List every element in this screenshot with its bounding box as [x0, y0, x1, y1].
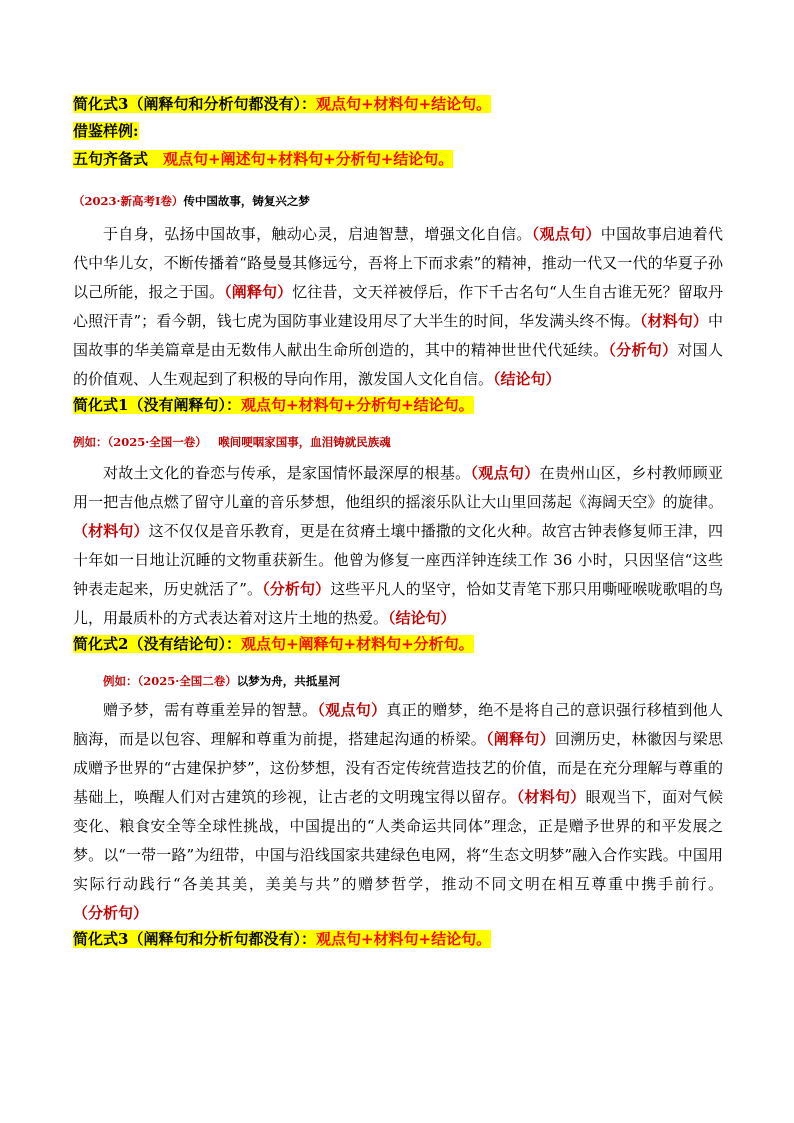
section-heading-simplified-1 [73, 394, 723, 416]
sentence: 回溯历史，林徽因与梁思成赠予世界的“古建保护梦”，这份梦想，没有否定传统营造技艺的价值，而是在充分理解与尊重的基础上，唤醒人们对古建筑的珍视，让古老的文明瑰宝得以留存。 [73, 730, 723, 806]
heading-number: 3 [118, 930, 129, 948]
heading-formula: 观点句+阐释句+材料句+分析句。 [240, 635, 474, 653]
sentence-tag: （阐释句） [224, 283, 293, 301]
example-lead: 例如： [103, 674, 138, 688]
sentence: 这不仅仅是音乐教育，更是在贫瘠土壤中播撒的文化火种。故宫古钟表修复师王津，四十年如一日地让沉睡的文物重获新生。他曾为修复一座西洋钟连续工作 36 小时，只因坚信“这些钟表走起来，历史就活了”。 [73, 522, 723, 598]
example-source: （2025·全国一卷） [107, 435, 207, 449]
section-heading-simplified-3-top [73, 93, 723, 115]
sentence-tag: （结论句） [388, 609, 456, 627]
highlight [73, 930, 491, 948]
sentence: 中国故事的华美篇章是由无数伟人献出生命所创造的，其中的精神世世代代延续。 [73, 312, 723, 359]
five-sentence-heading [73, 148, 723, 170]
sentence: 眼观当下，面对气候变化、粮食安全等全球性挑战，中国提出的“人类命运共同体”理念，正是赠予世界的和平发展之梦。以“一带一路”为纽带，中国与沿线国家共建绿色电网，将“生态文明梦”融入合作实践。中国用实际行动践行“各美其美，美美与共”的赠梦哲学，推动不同文明在相互尊重中携手前行。 [73, 788, 723, 893]
sentence: 对国人的价值观、人生观起到了积极的导向作用，激发国人文化自信。 [73, 341, 723, 388]
heading-description: 五句齐备式 [73, 150, 149, 168]
example-3-title [73, 672, 723, 690]
sentence: 对故土文化的眷恋与传承，是家国情怀最深厚的根基。 [103, 464, 471, 482]
section-heading-simplified-2 [73, 633, 723, 655]
example-2-title [73, 433, 723, 451]
sentence: 于自身，弘扬中国故事，触动心灵，启迪智慧，增强文化自信。 [103, 225, 532, 243]
sentence-tag: （分析句） [262, 580, 331, 598]
section-heading-simplified-3-bottom [73, 928, 723, 950]
sentence-tag: （分析句） [608, 341, 678, 359]
example-source: （2025·全国二卷） [137, 674, 237, 688]
example-3-paragraph [73, 696, 723, 928]
heading-description: （阐释句和分析句都没有）： [128, 930, 316, 948]
heading-number: 3 [118, 95, 129, 113]
sentence: 在贵州山区，乡村教师顾亚用一把吉他点燃了留守儿童的音乐梦想，他组织的摇滚乐队让大山里回荡起《海阔天空》的旋律。 [73, 464, 723, 511]
example-title: 喉间哽咽家国事，血泪铸就民族魂 [218, 435, 391, 449]
sentence-tag: （材料句） [516, 788, 586, 806]
highlight [73, 635, 474, 653]
example-lead: 例如： [73, 435, 108, 449]
sentence-tag: （观点句） [470, 464, 540, 482]
sentence-tag: （观点句） [317, 701, 387, 719]
sentence-tag: （材料句） [73, 522, 149, 540]
sentence: 忆往昔，文天祥被俘后，作下千古名句“人生自古谁无死？留取丹心照汗青”；看今朝，钱七虎为国防事业建设用尽了大半生的时间，华发满头终不悔。 [73, 283, 723, 330]
heading-formula: 观点句+材料句+结论句。 [315, 930, 492, 948]
heading-description: （阐释句和分析句都没有）： [128, 95, 316, 113]
sentence-tag: （观点句） [531, 225, 601, 243]
sentence-tag: （阐释句） [486, 730, 555, 748]
heading-number: 2 [118, 635, 129, 653]
highlight [73, 396, 474, 414]
example-1-paragraph [73, 220, 723, 394]
heading-description: （没有结论句）： [128, 635, 241, 653]
example-1-title [73, 192, 723, 210]
heading-formula: 观点句+材料句+结论句。 [315, 95, 492, 113]
heading-prefix: 简化式 [73, 635, 119, 653]
heading-number: 1 [118, 396, 129, 414]
highlight [73, 95, 491, 113]
example-title: 以梦为舟，共抵星河 [236, 674, 341, 688]
sentence-tag: （材料句） [639, 312, 708, 330]
heading-description: （没有阐释句）： [128, 396, 241, 414]
example-title: 传中国故事，铸复兴之梦 [183, 194, 310, 208]
sentence-tag: （分析句） [73, 904, 149, 922]
heading-prefix: 简化式 [73, 396, 119, 414]
highlight [73, 150, 453, 168]
sentence: 中国故事启迪着代代中华儿女，不断传播着“路曼曼其修远兮，吾将上下而求索”的精神，推动一代又一代的华夏子孙以己所能，报之于国。 [73, 225, 723, 301]
example-2-paragraph [73, 459, 723, 633]
heading-formula: 观点句+材料句+分析句+结论句。 [240, 396, 474, 414]
heading-prefix: 简化式 [73, 95, 119, 113]
page [73, 90, 723, 950]
sentence: 这些平凡人的坚守，恰如艾青笔下那只用嘶哑喉咙歌唱的鸟儿，用最质朴的方式表达着对这片土地的热爱。 [73, 580, 723, 627]
borrow-label [73, 120, 723, 142]
heading-formula: 观点句+阐述句+材料句+分析句+结论句。 [163, 150, 454, 168]
heading-prefix: 简化式 [73, 930, 119, 948]
example-source: （2023·新高考Ⅰ卷） [73, 194, 184, 208]
sentence: 真正的赠梦，绝不是将自己的意识强行移植到他人脑海，而是以包容、理解和尊重为前提，搭建起沟通的桥梁。 [73, 701, 723, 748]
borrow-label-text: 借鉴样例: [73, 122, 139, 140]
sentence: 赠予梦，需有尊重差异的智慧。 [103, 701, 318, 719]
sentence-tag: （结论句） [493, 370, 561, 388]
